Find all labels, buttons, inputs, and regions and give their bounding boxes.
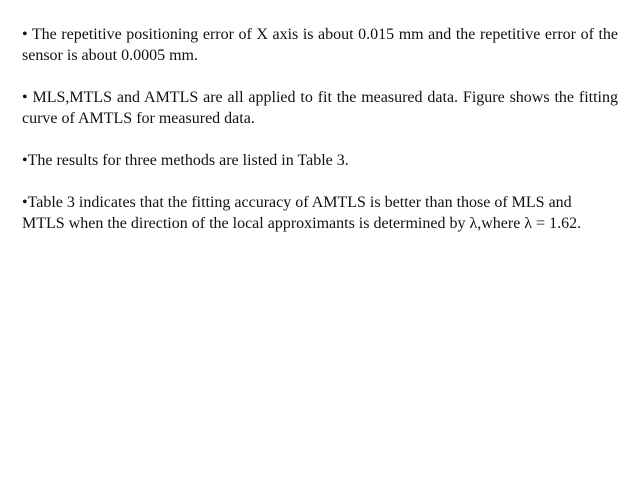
bullet-accuracy-conclusion: •Table 3 indicates that the fitting accuracy of AMTLS is better than those of MLS and MTLS when the direction of the local approximants is determined by λ,where λ = 1.62. <box>22 194 582 232</box>
bullet-results-table: •The results for three methods are listed in Table 3. <box>22 152 349 169</box>
bullet-positioning-error: • The repetitive positioning error of X axis is about 0.015 mm and the repetitive error of the sensor is about 0.0005 mm. <box>22 26 618 64</box>
slide-body <box>22 24 618 255</box>
bullet-fitting-methods: • MLS,MTLS and AMTLS are all applied to fit the measured data. Figure shows the fitting curve of AMTLS for measured data. <box>22 89 618 127</box>
